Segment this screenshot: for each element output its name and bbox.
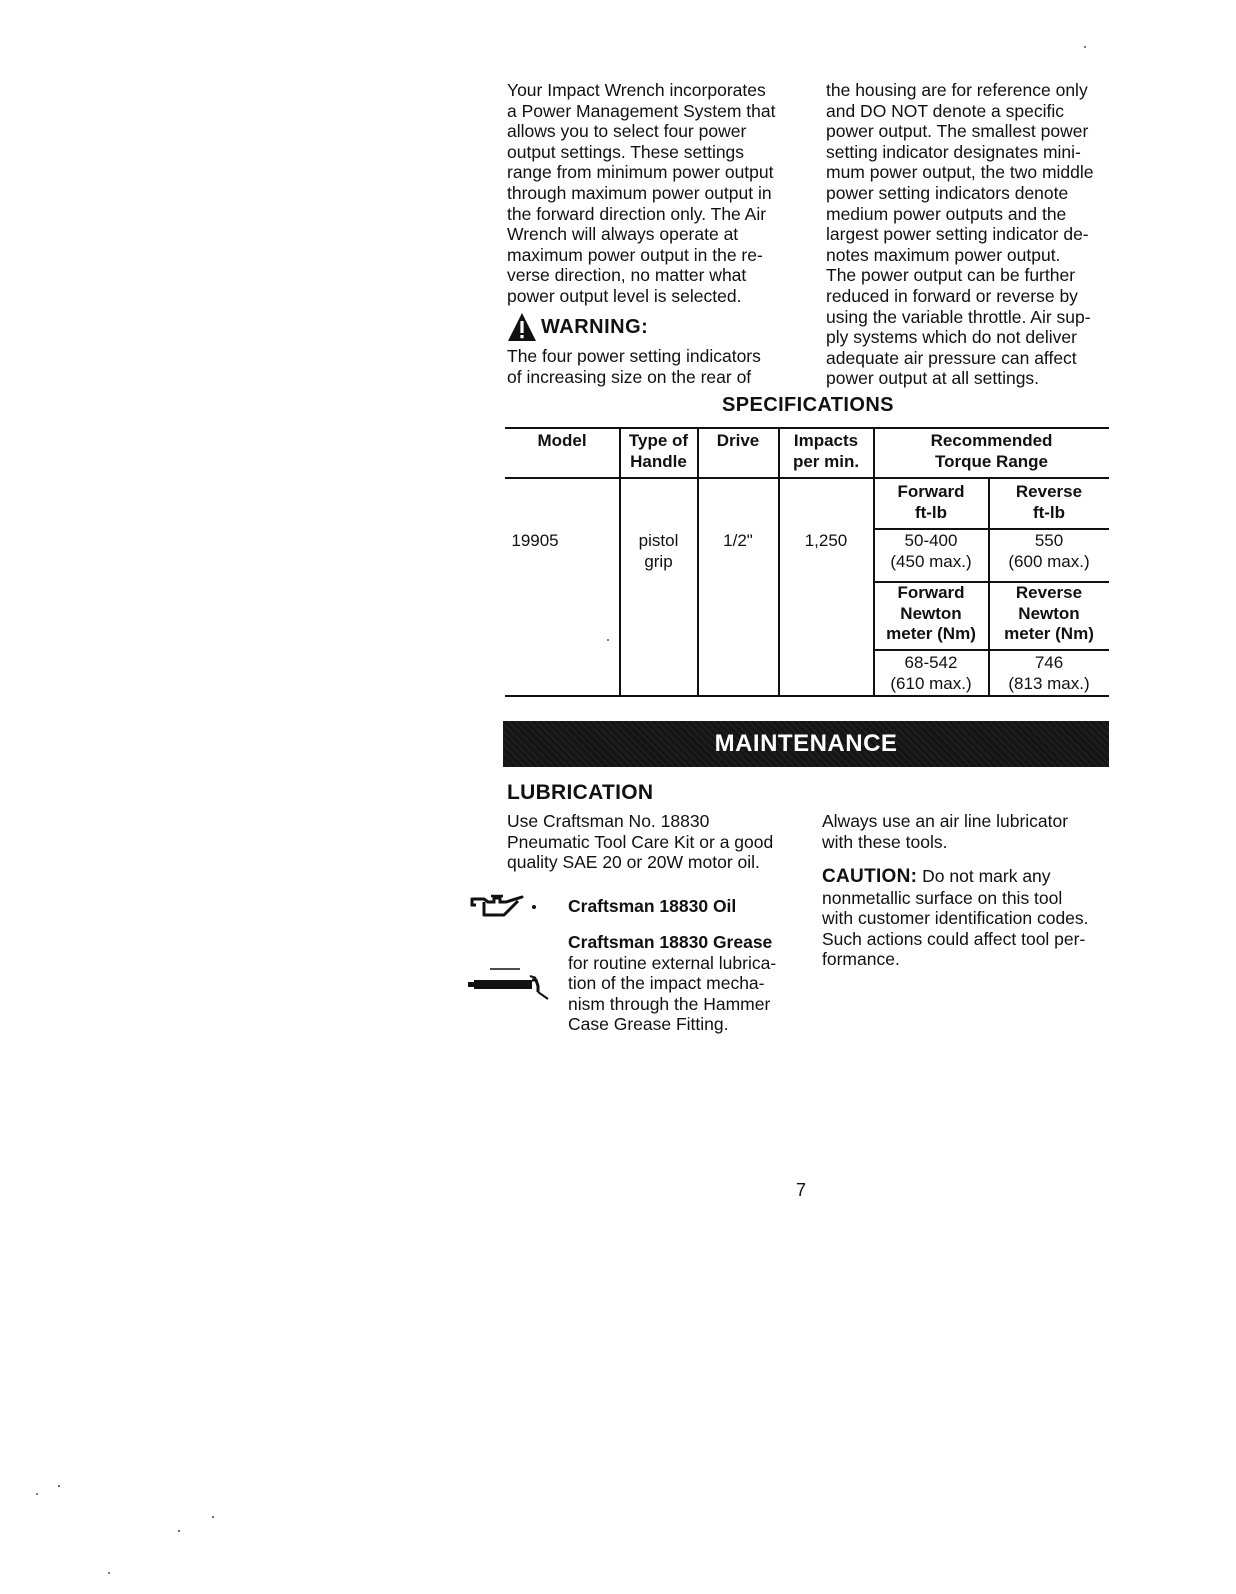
text-line: adequate air pressure can affect — [826, 347, 1077, 368]
lubrication-right-text — [822, 811, 1122, 852]
cell-text: 68-542 — [904, 653, 958, 672]
table-rule-top — [505, 427, 1109, 429]
cell-impacts — [779, 531, 873, 552]
header-impacts — [779, 431, 873, 472]
text-line: output settings. These settings — [507, 141, 745, 162]
text-line: largest power setting indicator de- — [826, 224, 1089, 245]
header-text: per min. — [792, 451, 860, 471]
cell-handle — [620, 531, 697, 572]
maintenance-banner — [503, 721, 1109, 767]
header-text: Torque Range — [934, 451, 1049, 471]
oil-label: Craftsman 18830 Oil — [568, 896, 737, 916]
scan-speck — [58, 1485, 60, 1487]
text-line: Wrench will always operate at — [507, 224, 739, 245]
cell-text: 1,250 — [804, 531, 848, 550]
header-text: ft-lb — [914, 502, 948, 522]
scan-speck — [108, 1572, 110, 1574]
scan-speck — [36, 1493, 38, 1495]
text-line: verse direction, no matter what — [507, 265, 747, 286]
header-text: Impacts — [793, 431, 859, 450]
text-line: power setting indicators denote — [826, 182, 1069, 203]
header-text: Forward — [897, 583, 965, 602]
text-line: power output. The smallest power — [826, 121, 1089, 142]
intro-left-column — [507, 80, 807, 307]
caution-first-text: Do not mark any — [917, 866, 1051, 886]
header-text: Recommended — [930, 431, 1053, 450]
header-torque — [874, 431, 1109, 472]
table-rule-sub1 — [873, 528, 1109, 530]
cell-text: 746 — [1034, 653, 1064, 672]
text-line: Use Craftsman No. 18830 — [507, 811, 710, 831]
text-line: the forward direction only. The Air — [507, 203, 767, 224]
header-text: meter (Nm) — [1004, 624, 1094, 643]
text-line: medium power outputs and the — [826, 203, 1067, 224]
text-line: using the variable throttle. Air sup- — [826, 306, 1091, 327]
subheader-reverse-nm — [989, 583, 1109, 645]
subheader-forward-ftlb — [874, 482, 988, 523]
maintenance-title: MAINTENANCE — [714, 730, 898, 757]
caution-notice — [822, 866, 1122, 970]
specifications-table — [505, 427, 1109, 697]
text-line: Your Impact Wrench incorporates — [507, 80, 766, 100]
cell-text: 19905 — [511, 531, 559, 550]
cell-text: 50-400 — [904, 531, 958, 550]
warning-heading — [507, 312, 648, 342]
cell-forward-nm — [874, 653, 988, 694]
lubrication-left-text — [507, 811, 807, 873]
header-text: Handle — [630, 451, 687, 471]
text-line: allows you to select four power — [507, 121, 747, 142]
header-model — [505, 431, 619, 452]
grease-description — [568, 932, 808, 1035]
cell-reverse-nm — [989, 653, 1109, 694]
text-line: formance. — [822, 949, 900, 970]
text-line: mum power output, the two middle — [826, 162, 1094, 183]
cell-reverse-ftlb — [989, 531, 1109, 572]
scan-speck — [212, 1516, 214, 1518]
text-line: notes maximum power output. — [826, 244, 1061, 265]
specifications-title: SPECIFICATIONS — [722, 394, 894, 416]
warning-label: WARNING: — [541, 315, 649, 338]
grease-title: Craftsman 18830 Grease — [568, 932, 773, 952]
text-line: with customer identification codes. — [822, 908, 1089, 929]
grease-gun-icon — [466, 966, 566, 1005]
intro-right-column — [826, 80, 1126, 389]
text-line: for routine external lubrica- — [568, 952, 777, 973]
text-line: quality SAE 20 or 20W motor oil. — [507, 852, 760, 873]
text-line: nonmetallic surface on this tool — [822, 887, 1063, 908]
text-line: range from minimum power output — [507, 162, 774, 183]
header-text: Forward — [897, 482, 965, 501]
warning-triangle-icon — [507, 312, 537, 342]
table-rule-header — [505, 477, 1109, 479]
text-line: Always use an air line lubricator — [822, 811, 1069, 831]
page-number: 7 — [796, 1180, 807, 1200]
text-line: Pneumatic Tool Care Kit or a good — [507, 831, 774, 852]
text-line: a Power Management System that — [507, 100, 776, 121]
header-text: Drive — [716, 431, 760, 450]
header-text: Newton — [900, 603, 962, 623]
header-text: ft-lb — [1032, 502, 1066, 522]
cell-text: (813 max.) — [1008, 673, 1090, 693]
scan-speck — [1084, 46, 1086, 48]
subheader-forward-nm — [874, 583, 988, 645]
text-line: power output level is selected. — [507, 285, 742, 306]
table-rule-bottom — [505, 695, 1109, 697]
cell-text: (600 max.) — [1008, 551, 1090, 571]
text-line: through maximum power output in — [507, 182, 772, 203]
text-line: of increasing size on the rear of — [507, 366, 752, 387]
text-line: with these tools. — [822, 831, 948, 852]
text-line: the housing are for reference only — [826, 80, 1088, 100]
text-line: The four power setting indicators — [507, 346, 761, 366]
header-text: Reverse — [1015, 583, 1083, 602]
cell-drive — [698, 531, 778, 552]
text-line: setting indicator designates mini- — [826, 141, 1081, 162]
cell-text: 550 — [1034, 531, 1064, 550]
cell-text: 1/2" — [723, 531, 753, 550]
text-line: ply systems which do not deliver — [826, 327, 1077, 348]
cell-forward-ftlb — [874, 531, 988, 572]
text-line: tion of the impact mecha- — [568, 973, 765, 994]
header-text: Model — [537, 431, 587, 450]
header-text: meter (Nm) — [886, 624, 976, 643]
lubrication-heading: LUBRICATION — [507, 781, 654, 804]
table-col-rule — [697, 427, 699, 697]
warning-text — [507, 346, 807, 387]
scan-speck — [607, 639, 609, 641]
cell-text: grip — [644, 551, 673, 571]
scan-speck — [178, 1530, 180, 1532]
text-line: Such actions could affect tool per- — [822, 928, 1086, 949]
header-text: Type of — [628, 431, 689, 450]
oil-can-icon — [470, 893, 540, 924]
header-text: Newton — [1018, 603, 1080, 623]
cell-text: (610 max.) — [890, 673, 972, 693]
header-drive — [698, 431, 778, 452]
table-rule-sub3 — [873, 649, 1109, 651]
text-line: and DO NOT denote a specific — [826, 100, 1064, 121]
caution-first-line — [822, 866, 1122, 888]
text-line: power output at all settings. — [826, 368, 1040, 389]
cell-text: pistol — [638, 531, 679, 550]
header-handle — [620, 431, 697, 472]
text-line: reduced in forward or reverse by — [826, 285, 1078, 306]
caution-lead: CAUTION: — [822, 866, 918, 887]
text-line: Case Grease Fitting. — [568, 1014, 729, 1035]
text-line: The power output can be further — [826, 265, 1076, 286]
cell-text: (450 max.) — [890, 551, 972, 571]
header-text: Reverse — [1015, 482, 1083, 501]
text-line: maximum power output in the re- — [507, 244, 763, 265]
text-line: nism through the Hammer — [568, 993, 771, 1014]
cell-model — [505, 531, 565, 552]
subheader-reverse-ftlb — [989, 482, 1109, 523]
